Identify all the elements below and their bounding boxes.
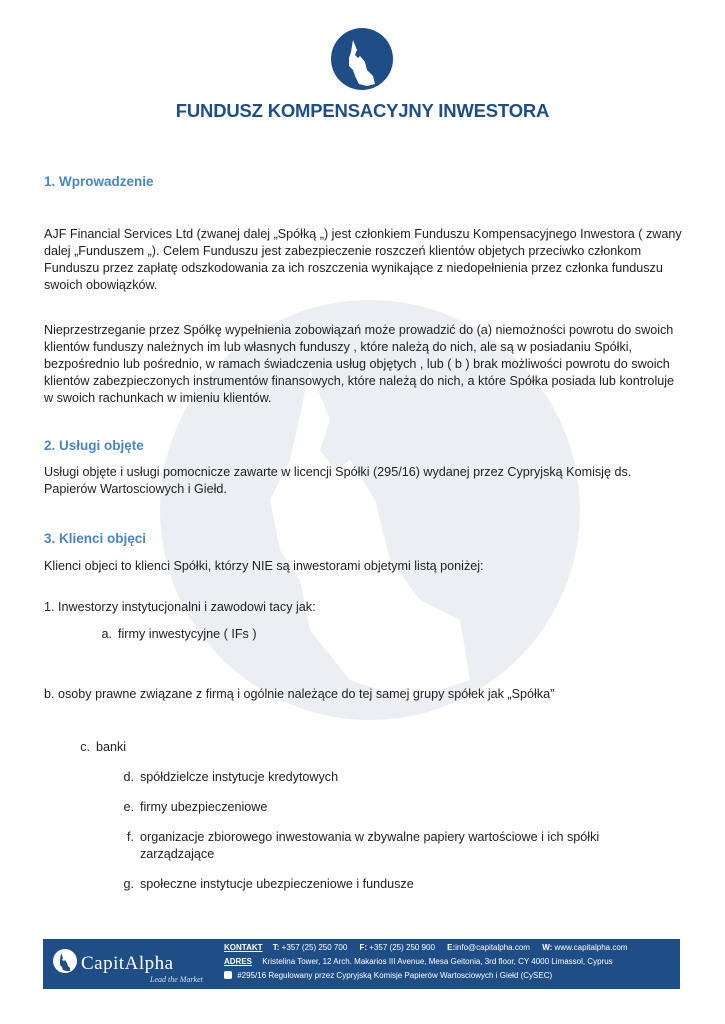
web-link[interactable]: www.capitalpha.com [554, 943, 628, 952]
address-label: ADRES [224, 957, 253, 966]
footer-address-line [224, 957, 613, 966]
footer-bar [43, 939, 680, 989]
list-text: firmy ubezpieczeniowe [140, 800, 268, 814]
list-item-d [114, 769, 674, 786]
section-heading-clients: 3. Klienci objęci [44, 531, 147, 546]
page-title: FUNDUSZ KOMPENSACYJNY INWESTORA [175, 100, 550, 121]
list-item-1: 1. Inwestorzy instytucjonalni i zawodowi tacy jak: [44, 600, 316, 614]
list-marker: e. [123, 800, 134, 814]
fax: +357 (25) 250 900 [369, 943, 435, 952]
footer-license-line [224, 971, 552, 980]
list-item-f [114, 829, 674, 863]
services-paragraph: Usługi objęte i usługi pomocnicze zawarte w licencji Spółki (295/16) wydanej przez Cypryjską Komisję ds. Papierów Wartosciowych i Giełd. [44, 465, 632, 496]
brand-tagline: Lead the Market [150, 975, 203, 984]
list-marker: d. [123, 770, 134, 784]
email-link[interactable]: info@capitalpha.com [455, 943, 530, 952]
list-item-g [114, 876, 674, 893]
list-marker: a. [101, 627, 112, 641]
list-text: banki [96, 740, 127, 754]
contact-label: KONTAKT [224, 943, 263, 952]
list-text: organizacje zbiorowego inwestowania w zbywalne papiery wartościowe i ich spółki zarządzające [140, 830, 600, 861]
clients-intro: Klienci objeci to klienci Spółki, którzy NIE są inwestorami objetymi listą poniżej: [44, 559, 484, 573]
list-item-a [92, 626, 652, 643]
list-text: firmy inwestycyjne ( IFs ) [118, 627, 257, 641]
list-marker: g. [123, 877, 134, 891]
intro-paragraph-1: AJF Financial Services Ltd (zwanej dalej „Spółką „) jest członkiem Funduszu Kompensacyjnego Inwestora ( zwany dalej „Funduszem „). Celem Funduszu jest zabezpieczenie roszczeń klientów objetych przeciwko członkom Funduszu przez zapłatę odszkodowania za ich roszczenia wynikające z niedopełnienia przez członka funduszu swoich obowiązków. [44, 227, 682, 292]
license: #295/16 Regulowany przez Cypryjską Komisje Papierów Wartosciowych i Giełd (CySEC) [237, 971, 553, 980]
list-text: spółdzielcze instytucje kredytowych [140, 770, 339, 784]
brand-name: CapitAlpha [81, 953, 174, 974]
list-marker: c. [80, 740, 90, 754]
brand-logo [53, 945, 223, 985]
phone: +357 (25) 250 700 [281, 943, 348, 952]
section-heading-services: 2. Usługi objęte [44, 438, 144, 453]
list-item-c [70, 739, 630, 756]
list-marker: f. [127, 830, 134, 844]
list-item-b: b. osoby prawne związane z firmą i ogólnie należące do tej samej grupy spółek jak „Spółka” [44, 687, 555, 701]
footer-contact-line: KONTAKT T: +357 (25) 250 700 F: +357 (25) 250 900 E:info@capitalpha.com W: www.capitalpha.com [224, 943, 628, 952]
wolf-brand-icon [53, 949, 77, 973]
list-text: społeczne instytucje ubezpieczeniowe i fundusze [140, 877, 414, 891]
list-item-e [114, 799, 674, 816]
wolf-logo-icon [331, 28, 393, 90]
section-heading-intro: 1. Wprowadzenie [44, 174, 154, 189]
address: Kristelina Tower, 12 Arch. Makarios III Avenue, Mesa Geitonia, 3rd floor, CY 4000 Limassol, Cyprus [262, 957, 613, 966]
license-icon [224, 971, 232, 979]
intro-paragraph-2: Nieprzestrzeganie przez Spółkę wypełnienia zobowiązań może prowadzić do (a) niemożności powrotu do swoich klientów funduszy należnych im lub własnych funduszy , które należą do nich, ale są w posiadaniu Spółki, bezpośrednio lub pośrednio, w ramach świadczenia usług objętych , lub ( b ) brak możliwości powrotu do swoich klientów zabezpieczonych instrumentów finansowych, które należą do nich, a które Spółka posiada lub kontroluje w swoich rachunkach w imieniu klientów. [44, 323, 675, 405]
